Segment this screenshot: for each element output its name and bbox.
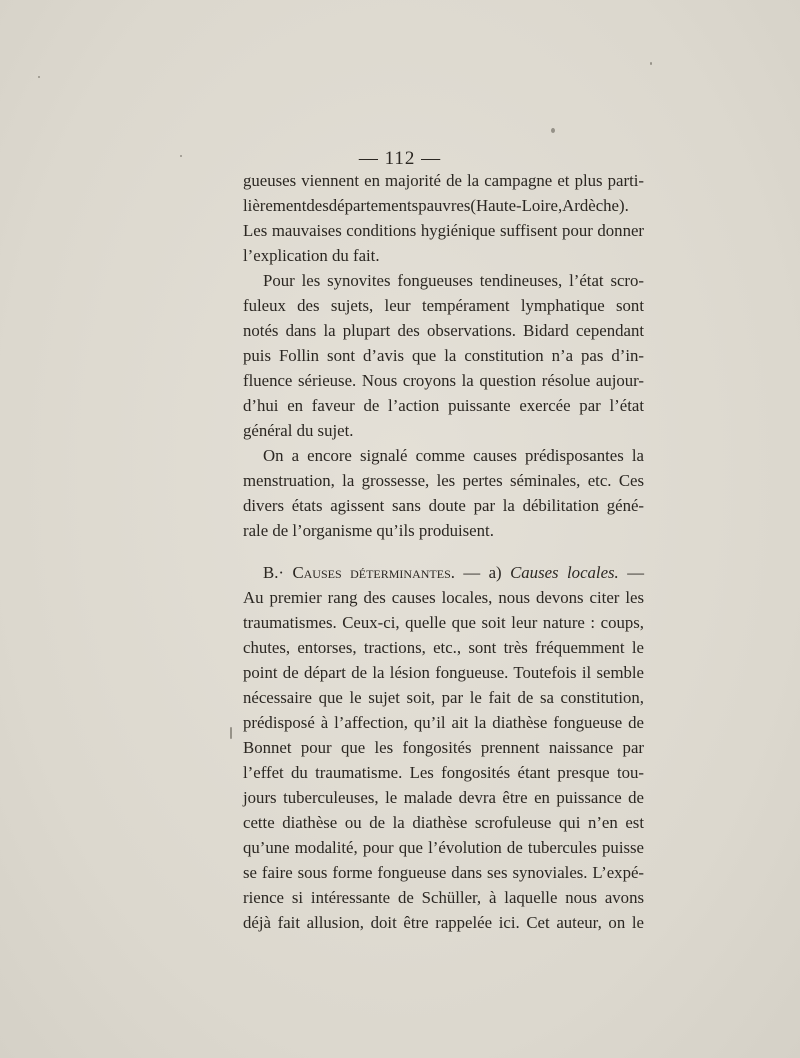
text-line: Bonnet pour que les fongosités prennent naissance par [243, 738, 644, 757]
text-line: lièrementdesdépartementspauvres(Haute-Loire,Ardèche). [243, 196, 629, 215]
text-line: Les mauvaises conditions hygiénique suffisent pour donner [243, 221, 644, 240]
section-heading-line [243, 560, 644, 585]
text-line: chutes, entorses, tractions, etc., sont très fréquemment le [243, 638, 644, 657]
text-line: fluence sérieuse. Nous croyons la question résolue aujour- [243, 371, 644, 390]
paragraph-1 [243, 168, 644, 268]
text-line: divers états agissent sans doute par la débilitation géné- [243, 496, 644, 515]
text-line: l’effet du traumatisme. Les fongosités étant presque tou- [243, 763, 644, 782]
text-line: On a encore signalé comme causes prédisposantes la [263, 446, 644, 465]
paper-speck [230, 727, 232, 739]
text-line: cette diathèse ou de la diathèse scrofuleuse qui n’en est [243, 813, 644, 832]
paper-speck [650, 62, 652, 65]
text-line: gueuses viennent en majorité de la campagne et plus parti- [243, 171, 644, 190]
page-number: — 112 — [358, 148, 442, 169]
text-line: rience si intéressante de Schüller, à laquelle nous avons [243, 888, 644, 907]
paragraph-2 [243, 268, 644, 443]
text-line: nécessaire que le sujet soit, par le fait de sa constitution, [243, 688, 644, 707]
text-line: d’hui en faveur de l’action puissante exercée par l’état [243, 396, 644, 415]
text-line: général du sujet. [243, 421, 354, 440]
section-gap [243, 543, 644, 560]
text-line: menstruation, la grossesse, les pertes séminales, etc. Ces [243, 471, 644, 490]
heading-dash: — [618, 563, 644, 582]
body-text [243, 168, 644, 935]
text-line: déjà fait allusion, doit être rappelée ici. Cet auteur, on le [243, 913, 644, 932]
text-line: notés dans la plupart des observations. Bidard cependant [243, 321, 644, 340]
text-line: l’explication du fait. [243, 246, 380, 265]
section-marker: B.· [263, 563, 284, 582]
paragraph-3 [243, 443, 644, 543]
text-line: fuleux des sujets, leur tempérament lymphatique sont [243, 296, 644, 315]
text-line: rale de l’organisme qu’ils produisent. [243, 521, 494, 540]
paper-speck [551, 128, 555, 133]
text-line: point de départ de la lésion fongueuse. Toutefois il semble [243, 663, 644, 682]
text-line: prédisposé à l’affection, qu’il ait la diathèse fongueuse de [243, 713, 644, 732]
heading-dash: — a) [454, 563, 511, 582]
text-line: puis Follin sont d’avis que la constitution n’a pas d’in- [243, 346, 644, 365]
text-line: Pour les synovites fongueuses tendineuses, l’état scro- [263, 271, 644, 290]
text-line: jours tuberculeuses, le malade devra être en puissance de [243, 788, 644, 807]
text-line: traumatismes. Ceux-ci, quelle que soit leur nature : coups, [243, 613, 644, 632]
section-b [243, 560, 644, 935]
subsection-heading: Causes locales. [510, 563, 619, 582]
section-heading: Causes déterminantes. [292, 563, 455, 582]
text-line: Au premier rang des causes locales, nous devons citer les [243, 588, 644, 607]
paper-speck [38, 76, 40, 78]
text-line: se faire sous forme fongueuse dans ses synoviales. L’expé- [243, 863, 644, 882]
text-line: qu’une modalité, pour que l’évolution de tubercules puisse [243, 838, 644, 857]
